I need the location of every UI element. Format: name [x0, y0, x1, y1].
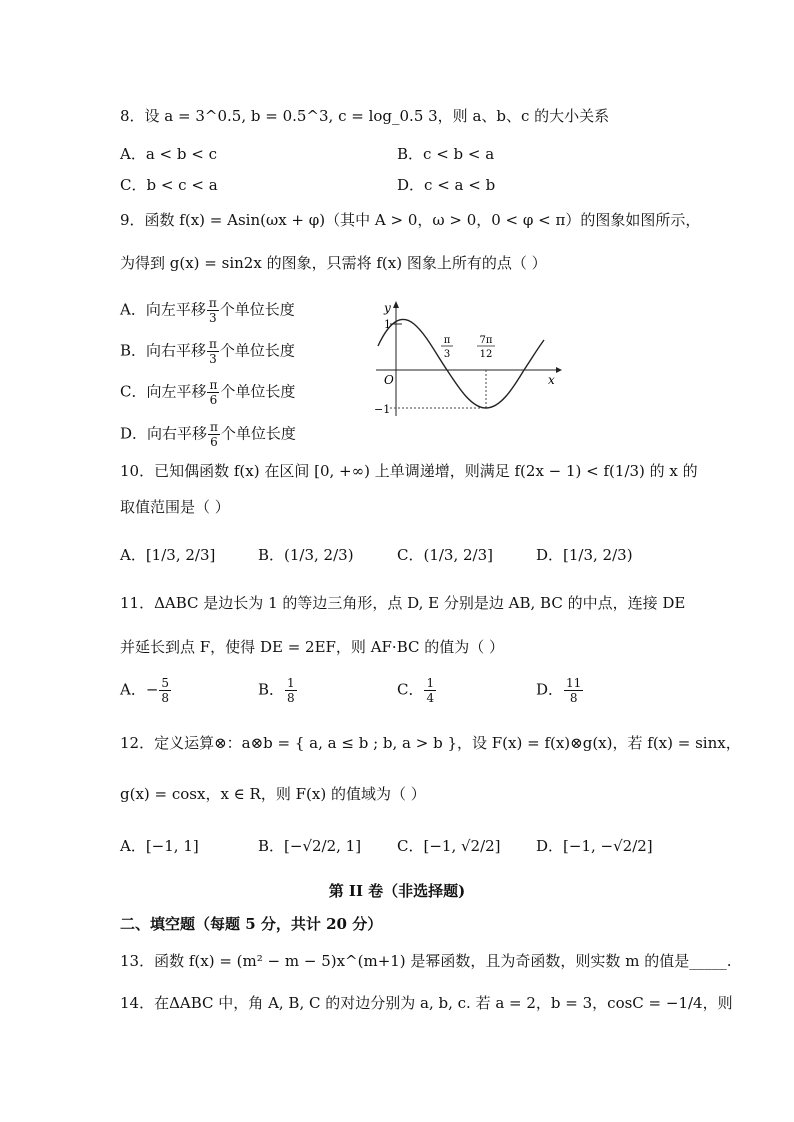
q11-option-d: D． $\frac{11}{8}$ — [536, 676, 582, 705]
y-axis-arrow — [393, 301, 399, 308]
q10-option-d: D．[1/3, 2/3) — [536, 546, 633, 564]
q9-option-d: D．向右平移 $\frac{\pi}{6}$ 个单位长度 — [120, 420, 296, 449]
x-axis-label: x — [548, 373, 555, 387]
sine-curve — [378, 319, 544, 408]
tick2-den: 12 — [479, 349, 493, 360]
y-min-label: −1 — [374, 403, 391, 416]
q9-sine-graph — [368, 298, 568, 418]
q10-option-c: C．(1/3, 2/3] — [397, 546, 493, 564]
q11-option-a: A．− $\frac{5}{8}$ — [120, 676, 170, 705]
q11-stem-line2: 并延长到点 F，使得 DE = 2EF，则 AF·BC 的值为（ ） — [120, 638, 505, 656]
q8-option-d: D．c < a < b — [397, 176, 496, 194]
tick1-num: π — [443, 335, 451, 346]
q8-option-a: A．a < b < c — [120, 145, 217, 163]
y-axis-label: y — [384, 301, 391, 315]
q12-option-a: A．[−1, 1] — [120, 837, 199, 855]
q13-stem: 13．函数 f(x) = (m² − m − 5)x^(m+1) 是幂函数，且为奇函数，则实数 m 的值是_____. — [120, 952, 732, 970]
q10-stem-line1: 10．已知偶函数 f(x) 在区间 [0, +∞) 上单调递增，则满足 f(2x − 1) < f(1/3) 的 x 的 — [120, 462, 698, 480]
q9-option-c: C．向左平移 $\frac{\pi}{6}$ 个单位长度 — [120, 378, 296, 407]
q8-stem: 8．设 a = 3^0.5, b = 0.5^3, c = log_0.5 3，则 a、b、c 的大小关系 — [120, 107, 610, 125]
q8-option-b: B．c < b < a — [397, 145, 495, 163]
q12-option-b: B．[−√2/2, 1] — [258, 837, 362, 855]
section-title: 第 II 卷（非选择题) — [328, 882, 466, 900]
tick2-num: 7π — [479, 335, 493, 346]
q12-option-c: C．[−1, √2/2] — [397, 837, 501, 855]
q10-option-b: B．(1/3, 2/3) — [258, 546, 354, 564]
q14-stem: 14．在ΔABC 中，角 A, B, C 的对边分别为 a, b, c. 若 a = 2，b = 3，cosC = −1/4，则 — [120, 994, 733, 1012]
q9-stem-line2: 为得到 g(x) = sin2x 的图象，只需将 f(x) 图象上所有的点（ ） — [120, 254, 547, 272]
x-axis-arrow — [556, 367, 562, 373]
q11-stem-line1: 11．ΔABC 是边长为 1 的等边三角形，点 D, E 分别是边 AB, BC 的中点，连接 DE — [120, 594, 686, 612]
tick1-den: 3 — [443, 349, 451, 360]
origin-label: O — [384, 373, 394, 387]
q12-stem-line2: g(x) = cosx，x ∈ R，则 F(x) 的值域为（ ） — [120, 785, 426, 803]
q9-stem-line1: 9．函数 f(x) = Asin(ωx + φ)（其中 A > 0，ω > 0，0 < φ < π）的图象如图所示， — [120, 211, 701, 229]
q11-option-b: B． $\frac{1}{8}$ — [258, 676, 295, 705]
q12-stem-line1: 12．定义运算⊗：a⊗b = { a, a ≤ b ; b, a > b }，设 F(x) = f(x)⊗g(x)，若 f(x) = sinx， — [120, 734, 741, 752]
section-heading: 二、填空题（每题 5 分，共计 20 分） — [120, 915, 383, 933]
q10-stem-line2: 取值范围是（ ） — [120, 498, 230, 516]
y-max-label: 1 — [384, 318, 391, 331]
q9-option-b: B．向右平移 $\frac{\pi}{3}$ 个单位长度 — [120, 337, 295, 366]
q10-option-a: A．[1/3, 2/3] — [120, 546, 216, 564]
q8-option-c: C．b < c < a — [120, 176, 218, 194]
q12-option-d: D．[−1, −√2/2] — [536, 837, 653, 855]
q11-option-c: C． $\frac{1}{4}$ — [397, 676, 435, 705]
q9-option-a: A．向左平移 $\frac{\pi}{3}$ 个单位长度 — [120, 296, 295, 325]
